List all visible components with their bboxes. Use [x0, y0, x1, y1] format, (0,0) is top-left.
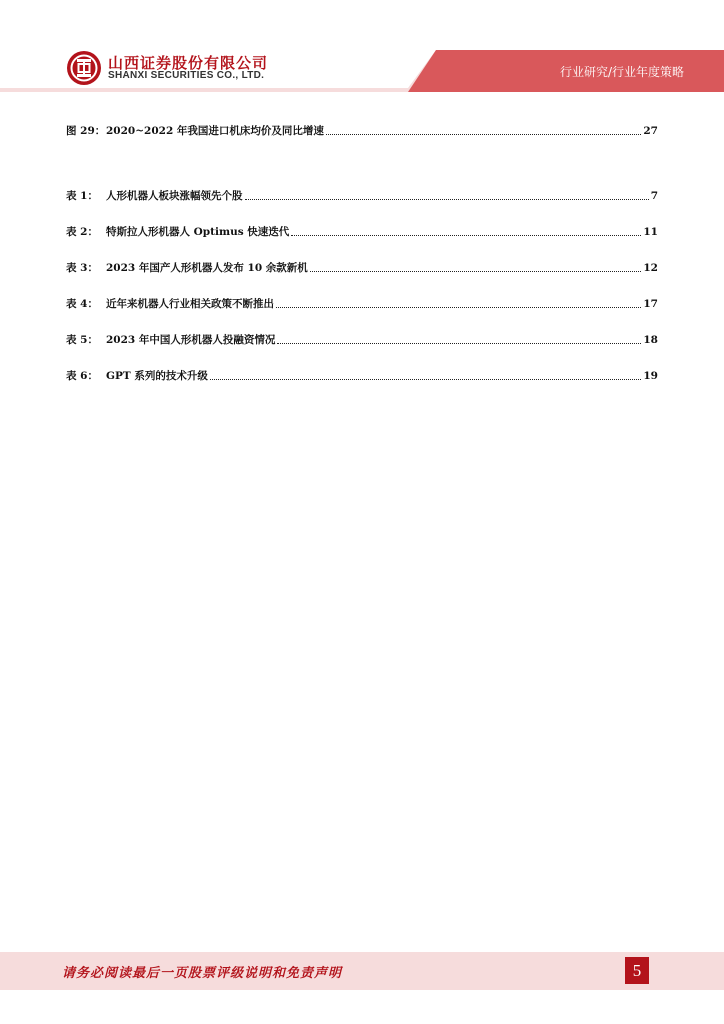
report-type-label: 行业研究/行业年度策略: [559, 65, 684, 79]
toc-entry-title: 近年来机器人行业相关政策不断推出: [106, 298, 274, 310]
toc-entry-number: 表 5：: [66, 334, 98, 346]
page-number: 5: [625, 957, 649, 984]
toc-dot-leader: [276, 306, 641, 308]
toc-entry-number: 表 1：: [66, 190, 98, 202]
page-header: [0, 0, 724, 96]
toc-entry-table-2[interactable]: [66, 221, 658, 239]
toc-entry-figure-29[interactable]: [66, 120, 658, 138]
toc-entry-number: 表 2：: [66, 226, 98, 238]
toc-entry-page: 11: [643, 226, 658, 238]
toc-dot-leader: [210, 378, 642, 380]
toc-entry-page: 27: [643, 125, 658, 137]
toc-entry-title: GPT 系列的技术升级: [106, 370, 208, 382]
toc-entry-number: 表 3：: [66, 262, 98, 274]
toc-entry-title: 2020~2022 年我国进口机床均价及同比增速: [106, 125, 324, 137]
toc-entry-table-4[interactable]: [66, 293, 658, 311]
toc-entry-table-1[interactable]: [66, 185, 658, 203]
toc-entry-title: 人形机器人板块涨幅领先个股: [106, 190, 243, 202]
toc-dot-leader: [310, 270, 642, 272]
toc-entry-number: 表 4：: [66, 298, 98, 310]
toc-entry-page: 7: [650, 190, 658, 202]
company-name-cn: 山西证券股份有限公司: [108, 54, 269, 72]
toc-entry-table-3[interactable]: [66, 257, 658, 275]
toc-entry-number: 表 6：: [66, 370, 98, 382]
toc-entry-page: 17: [643, 298, 658, 310]
toc-dot-leader: [326, 133, 641, 135]
page-footer: [0, 952, 724, 990]
toc-entry-page: 12: [643, 262, 658, 274]
toc-dot-leader: [291, 234, 641, 236]
company-name-en: SHANXI SECURITIES CO., LTD.: [108, 70, 265, 81]
toc-entry-number: 图 29：: [66, 125, 106, 137]
toc-entry-title: 特斯拉人形机器人 Optimus 快速迭代: [106, 226, 290, 238]
disclaimer-note: 请务必阅读最后一页股票评级说明和免责声明: [62, 966, 343, 981]
toc-entry-title: 2023 年国产人形机器人发布 10 余款新机: [106, 262, 308, 274]
toc-entry-title: 2023 年中国人形机器人投融资情况: [106, 334, 276, 346]
toc-entry-page: 18: [643, 334, 658, 346]
toc-dot-leader: [277, 342, 641, 344]
toc-entry-page: 19: [643, 370, 658, 382]
header-banner: [0, 0, 724, 96]
toc-entry-table-5[interactable]: [66, 329, 658, 347]
toc-dot-leader: [245, 198, 649, 200]
toc-entry-table-6[interactable]: [66, 365, 658, 383]
